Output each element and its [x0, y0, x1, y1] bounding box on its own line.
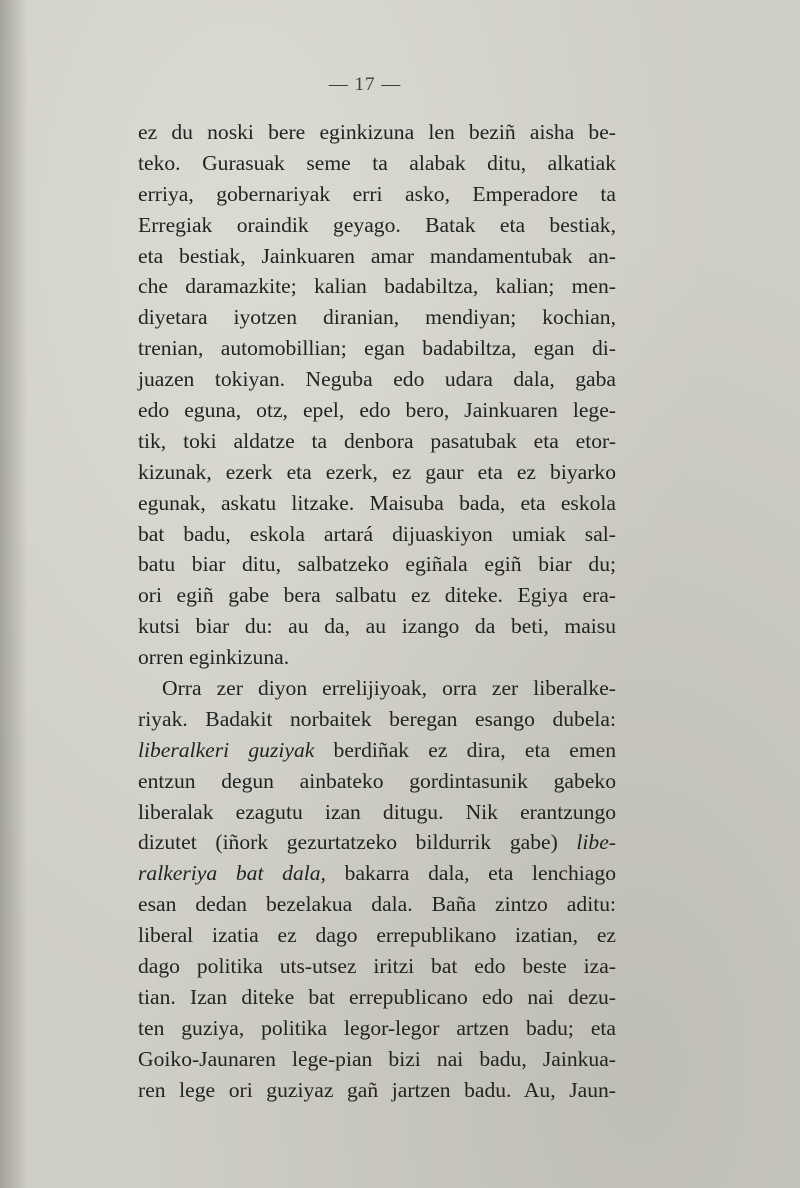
text-line: [138, 395, 616, 426]
text-span: berdiñak ez dira, eta emen: [314, 737, 616, 762]
text-span: edo eguna, otz, epel, edo bero, Jainkuaren lege-: [138, 398, 616, 423]
text-line: [138, 457, 616, 488]
text-line: [138, 611, 616, 642]
text-line: [138, 889, 616, 920]
text-span: Goiko-Jaunaren lege-pian bizi nai badu, Jainkua-: [138, 1046, 616, 1071]
text-span: Orra zer diyon errelijiyoak, orra zer liberalke-: [162, 676, 616, 701]
text-line: [138, 797, 616, 828]
text-span: dago politika uts-utsez iritzi bat edo beste iza-: [138, 954, 616, 979]
text-span: ez du noski bere eginkizuna len beziñ aisha be-: [138, 120, 616, 144]
text-line: [138, 1044, 616, 1075]
text-line: [138, 1013, 616, 1044]
text-line: [138, 673, 616, 704]
text-span: liberalak ezagutu izan ditugu. Nik erantzungo: [138, 799, 616, 824]
text-line: [138, 302, 616, 333]
text-line: [138, 766, 616, 797]
text-line: [138, 580, 616, 611]
text-span: ten guziya, politika legor-legor artzen badu; eta: [138, 1015, 616, 1040]
body-text: [138, 117, 616, 1106]
italic-text: liberalkeri guziyak: [138, 737, 315, 762]
text-span: entzun degun ainbateko gordintasunik gabeko: [138, 768, 616, 793]
text-span: esan dedan bezelakua dala. Baña zintzo aditu:: [138, 892, 616, 917]
text-line: [138, 549, 616, 580]
text-line: [138, 1075, 616, 1106]
text-span: erriya, gobernariyak erri asko, Emperadore ta: [138, 181, 616, 206]
text-line: [138, 148, 616, 179]
text-span: bat badu, eskola artará dijuaskiyon umiak sal-: [138, 521, 616, 546]
text-span: tik, toki aldatze ta denbora pasatubak eta etor-: [138, 428, 616, 453]
text-span: bakarra dala, eta lenchiago: [325, 861, 616, 886]
text-span: kizunak, ezerk eta ezerk, ez gaur eta ez biyarko: [138, 459, 616, 484]
text-line: [138, 333, 616, 364]
text-span: tian. Izan diteke bat errepublicano edo nai dezu-: [138, 984, 616, 1009]
text-span: teko. Gurasuak seme ta alabak ditu, alkatiak: [138, 150, 616, 175]
text-span: orren eginkizuna.: [138, 645, 290, 670]
text-line: [138, 858, 616, 889]
italic-text: libe-: [576, 830, 616, 855]
text-span: liberal izatia ez dago errepublikano izatian, ez: [138, 923, 616, 948]
text-span: eta bestiak, Jainkuaren amar mandamentubak an-: [138, 243, 616, 268]
text-line: [138, 735, 616, 766]
text-line: [138, 210, 616, 241]
text-line: [138, 271, 616, 302]
text-line: [138, 364, 616, 395]
text-line: [138, 117, 616, 148]
text-line: [138, 920, 616, 951]
text-line: [138, 951, 616, 982]
page-edge-shadow: [0, 0, 28, 1188]
text-span: Erregiak oraindik geyago. Batak eta bestiak,: [138, 212, 616, 237]
text-span: trenian, automobillian; egan badabiltza, egan di-: [138, 336, 616, 361]
page-number: — 17 —: [328, 74, 402, 95]
text-line: [138, 704, 616, 735]
text-line: [138, 642, 616, 673]
text-span: kutsi biar du: au da, au izango da beti, maisu: [138, 614, 616, 639]
text-span: riyak. Badakit norbaitek beregan esango dubela:: [138, 706, 616, 731]
text-line: [138, 426, 616, 457]
text-span: batu biar ditu, salbatzeko egiñala egiñ biar du;: [138, 552, 616, 577]
text-line: [138, 519, 616, 550]
text-span: egunak, askatu litzake. Maisuba bada, eta eskola: [138, 490, 616, 515]
text-line: [138, 179, 616, 210]
text-span: juazen tokiyan. Neguba edo udara dala, gaba: [138, 367, 616, 392]
text-span: dizutet (iñork gezurtatzeko bildurrik gabe): [138, 830, 577, 855]
text-span: ori egiñ gabe bera salbatu ez diteke. Egiya era-: [138, 583, 616, 608]
text-span: ren lege ori guziyaz gañ jartzen badu. Au, Jaun-: [138, 1077, 616, 1102]
text-line: [138, 982, 616, 1013]
text-line: [138, 488, 616, 519]
italic-text: ralkeriya bat dala,: [138, 861, 326, 886]
text-line: [138, 241, 616, 272]
text-line: [138, 827, 616, 858]
text-span: che daramazkite; kalian badabiltza, kalian; men-: [138, 274, 616, 299]
text-span: diyetara iyotzen diranian, mendiyan; kochian,: [138, 305, 616, 330]
